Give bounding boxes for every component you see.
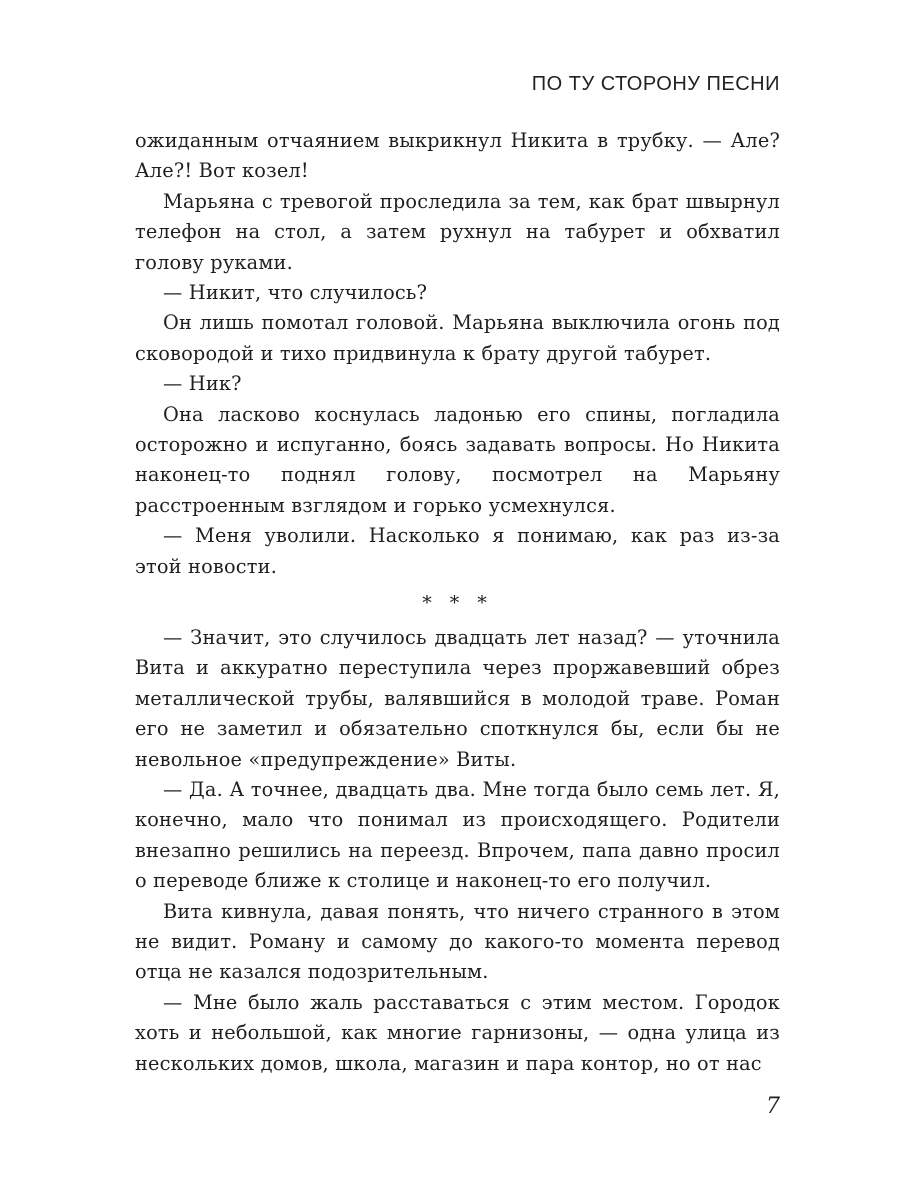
section-separator: * * *	[422, 592, 493, 614]
paragraph-9: — Да. А точнее, двадцать два. Мне тогда было семь лет. Я, конечно, мало что понимал из происходящего. Родители внезапно решились на переезд. Впрочем, папа давно просил о переводе ближе к столице и наконец-то его получил.	[135, 778, 780, 893]
running-header: ПО ТУ СТОРОНУ ПЕСНИ	[531, 73, 780, 95]
paragraph-8: — Значит, это случилось двадцать лет назад? — уточнила Вита и аккуратно переступила через проржавевший обрез металлической трубы, валявшийся в молодой траве. Роман его не заметил и обязательно споткнулся бы, если бы не невольное «предупреждение» Виты.	[135, 626, 780, 771]
paragraph-6: Она ласково коснулась ладонью его спины, погладила осторожно и испуганно, боясь задавать вопросы. Но Никита наконец-то поднял голову, посмотрел на Марьяну расстроенным взглядом и горько усмехнулся.	[135, 402, 780, 517]
paragraph-4: Он лишь помотал головой. Марьяна выключила огонь под сковородой и тихо придвинула к брату другой табурет.	[135, 311, 780, 365]
paragraph-1: ожиданным отчаянием выкрикнул Никита в трубку. — Але? Але?! Вот козел!	[135, 129, 780, 183]
text-section-1	[135, 126, 780, 582]
paragraph-5: — Ник?	[163, 372, 242, 396]
paragraph-10: Вита кивнула, давая понять, что ничего странного в этом не видит. Роману и самому до какого-то момента перевод отца не казался подозрительным.	[135, 899, 780, 984]
page-number: 7	[766, 1094, 780, 1119]
paragraph-11: — Мне было жаль расставаться с этим местом. Городок хоть и небольшой, как многие гарнизоны, — одна улица из нескольких домов, школа, магазин и пара контор, но от нас	[135, 990, 780, 1075]
paragraph-7: — Меня уволили. Насколько я понимаю, как раз из-за этой новости.	[135, 524, 780, 578]
paragraph-2: Марьяна с тревогой проследила за тем, как брат швырнул телефон на стол, а затем рухнул на табурет и обхватил голову руками.	[135, 189, 780, 274]
paragraph-3: — Никит, что случилось?	[163, 281, 428, 305]
text-section-2	[135, 623, 780, 1079]
